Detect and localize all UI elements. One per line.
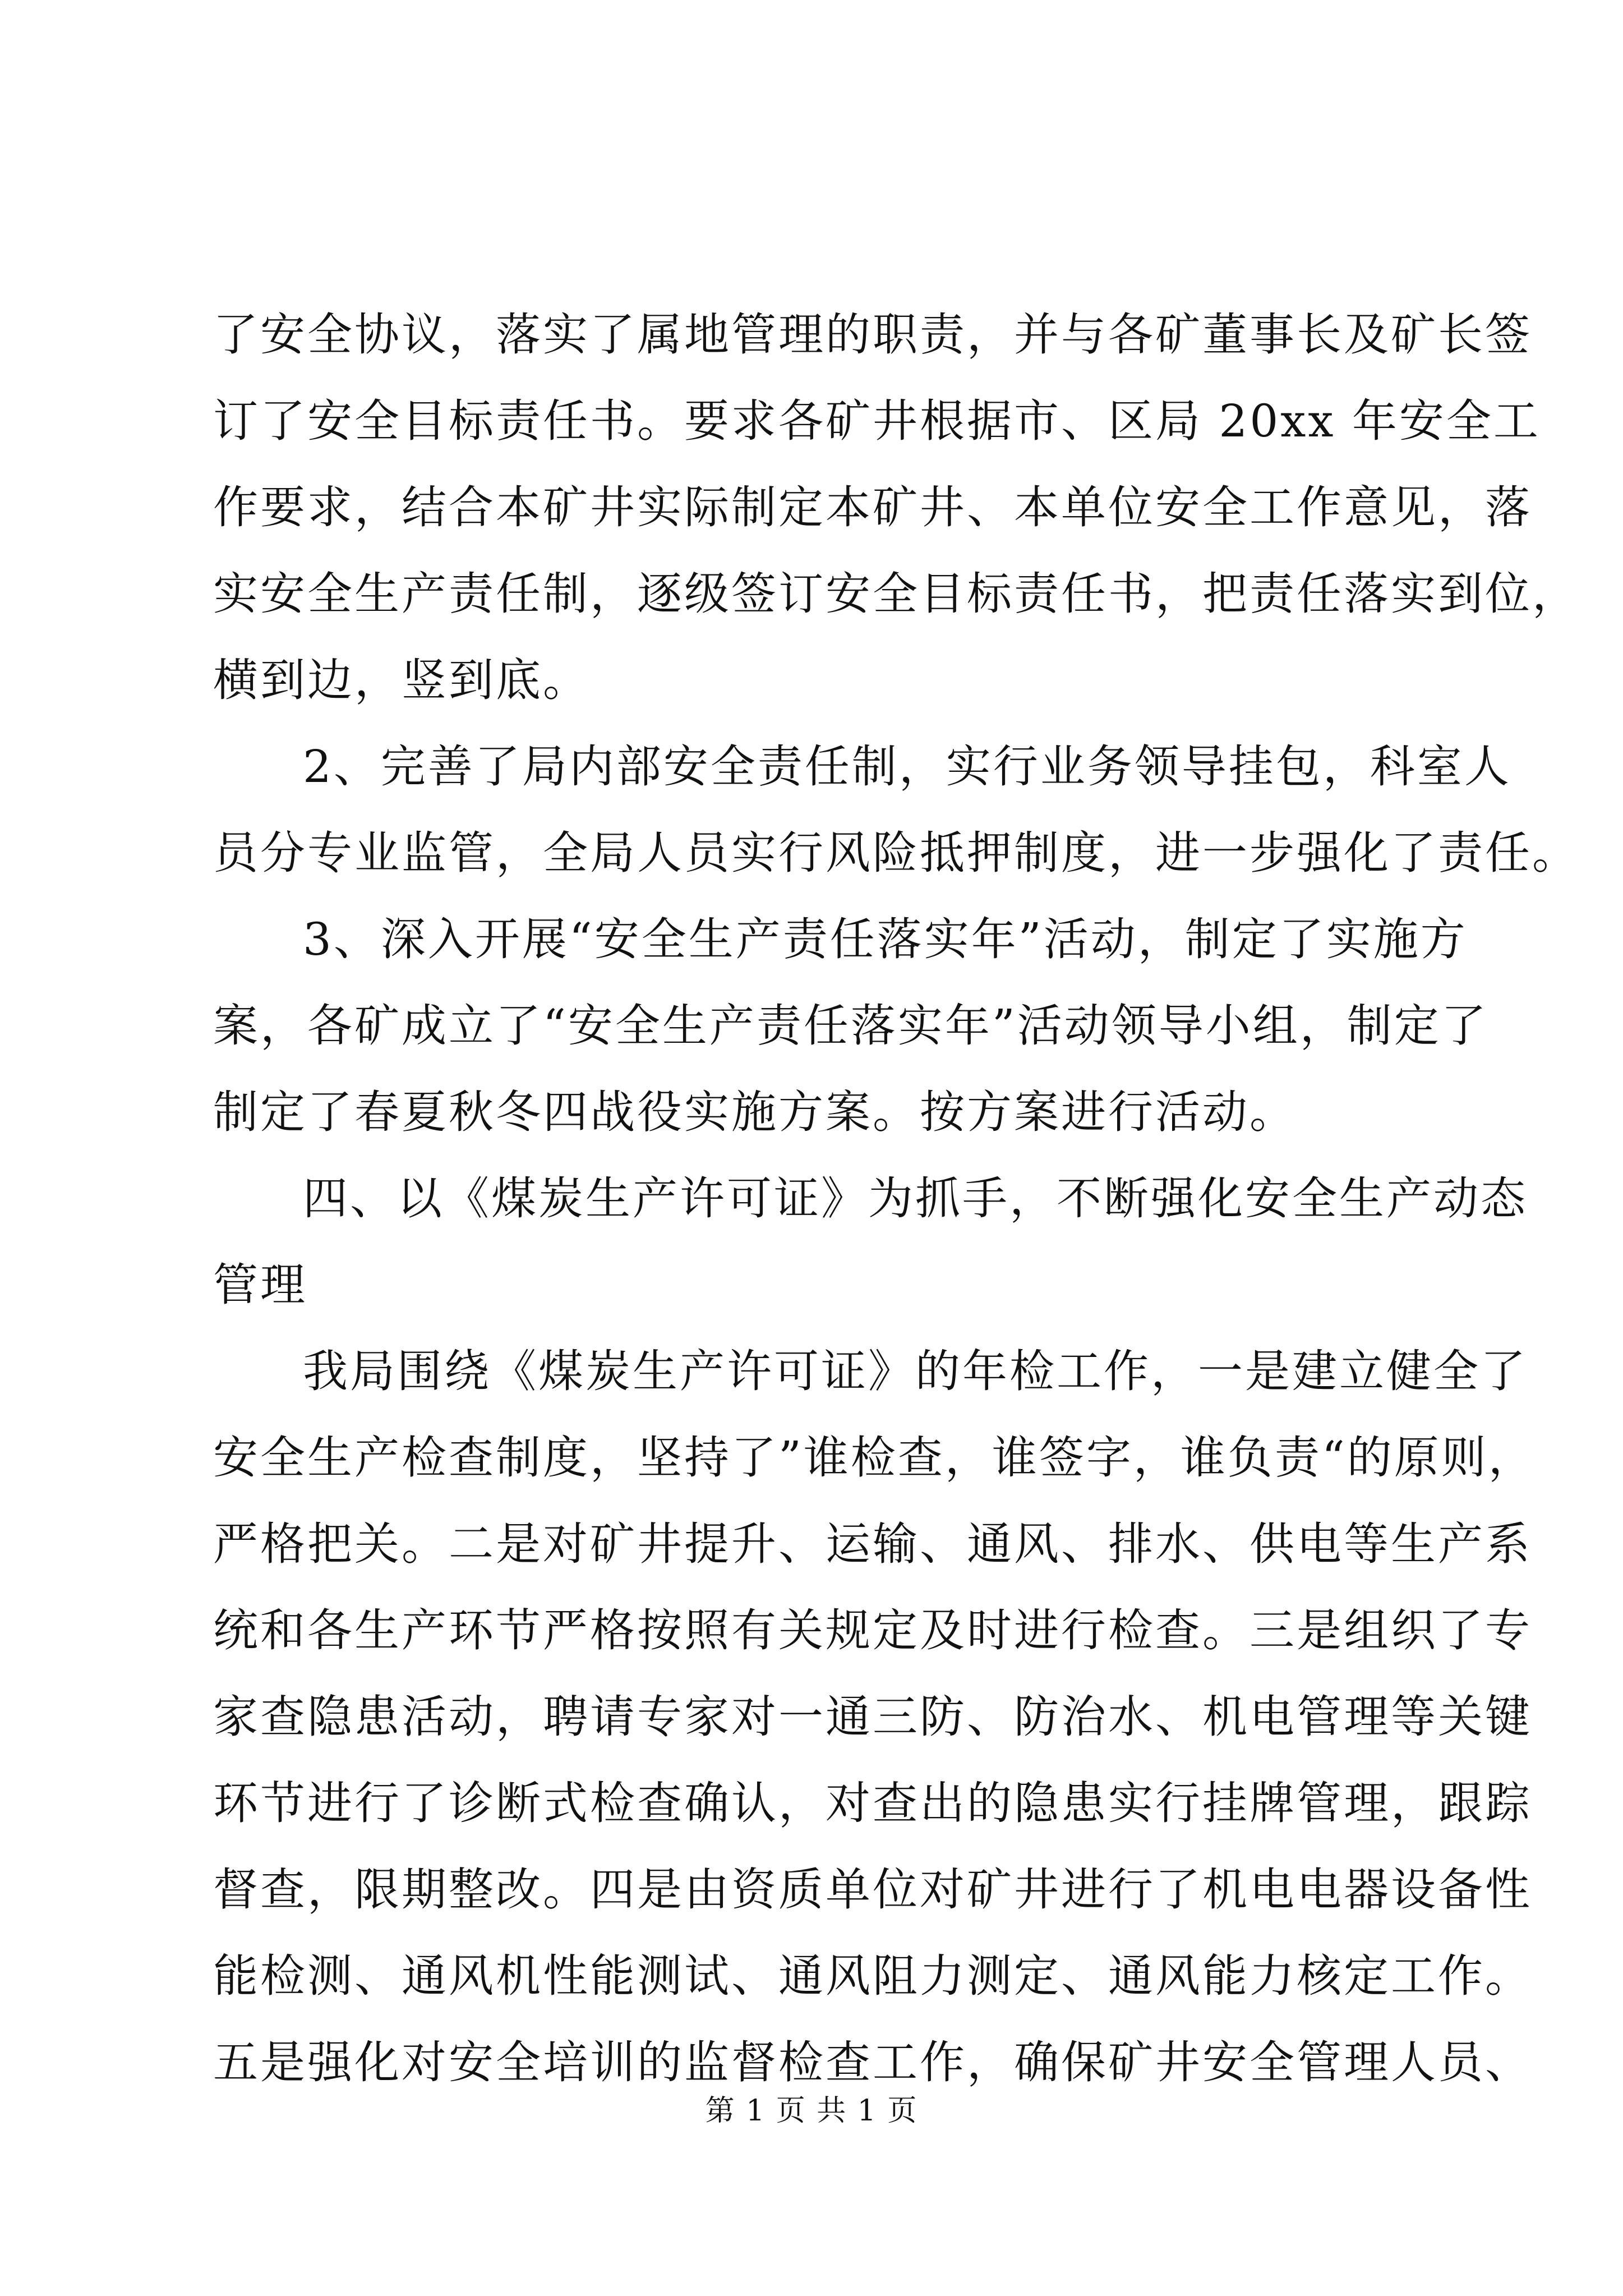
- body-line-2: 订了安全目标责任书。要求各矿井根据市、区局 20xx 年安全工: [213, 395, 1541, 447]
- body-line-4: 实安全生产责任制，逐级签订安全目标责任书，把责任落实到位，: [213, 568, 1579, 620]
- document-body: [213, 292, 1579, 2106]
- body-line-20: 能检测、通风机性能测试、通风阻力测定、通风能力核定工作。: [213, 1950, 1532, 2002]
- body-line-1: 了安全协议，落实了属地管理的职责，并与各矿董事长及矿长签: [213, 309, 1532, 361]
- body-line-17: 家查隐患活动，聘请专家对一通三防、防治水、机电管理等关键: [213, 1691, 1532, 1743]
- section-heading-line-2: 管理: [213, 1259, 307, 1311]
- body-line-9: 案，各矿成立了“安全生产责任落实年”活动领导小组，制定了: [213, 1000, 1488, 1052]
- body-line-6: 2、完善了局内部安全责任制，实行业务领导挂包，科室人: [303, 740, 1511, 793]
- body-line-8: 3、深入开展“安全生产责任落实年”活动，制定了实施方: [303, 913, 1468, 965]
- body-line-18: 环节进行了诊断式检查确认，对查出的隐患实行挂牌管理，跟踪: [213, 1777, 1532, 1829]
- body-line-10: 制定了春夏秋冬四战役实施方案。按方案进行活动。: [213, 1086, 1297, 1138]
- body-line-13: 我局围绕《煤炭生产许可证》的年检工作，一是建立健全了: [303, 1345, 1528, 1397]
- section-heading-line-1: 四、以《煤炭生产许可证》为抓手，不断强化安全生产动态: [303, 1172, 1528, 1225]
- body-line-16: 统和各生产环节严格按照有关规定及时进行检查。三是组织了专: [213, 1604, 1532, 1657]
- body-line-5: 横到边，竖到底。: [213, 654, 590, 706]
- body-line-3: 作要求，结合本矿井实际制定本矿井、本单位安全工作意见，落: [213, 481, 1532, 533]
- body-line-19: 督查，限期整改。四是由资质单位对矿井进行了机电电器设备性: [213, 1864, 1532, 1916]
- body-line-14: 安全生产检查制度，坚持了”谁检查，谁签字，谁负责“的原则，: [213, 1432, 1536, 1484]
- page-footer: 第 1 页 共 1 页: [705, 2094, 918, 2128]
- body-line-7: 员分专业监管，全局人员实行风险抵押制度，进一步强化了责任。: [213, 827, 1579, 879]
- body-line-21: 五是强化对安全培训的监督检查工作，确保矿井安全管理人员、: [213, 2036, 1532, 2088]
- body-line-15: 严格把关。二是对矿井提升、运输、通风、排水、供电等生产系: [213, 1518, 1532, 1570]
